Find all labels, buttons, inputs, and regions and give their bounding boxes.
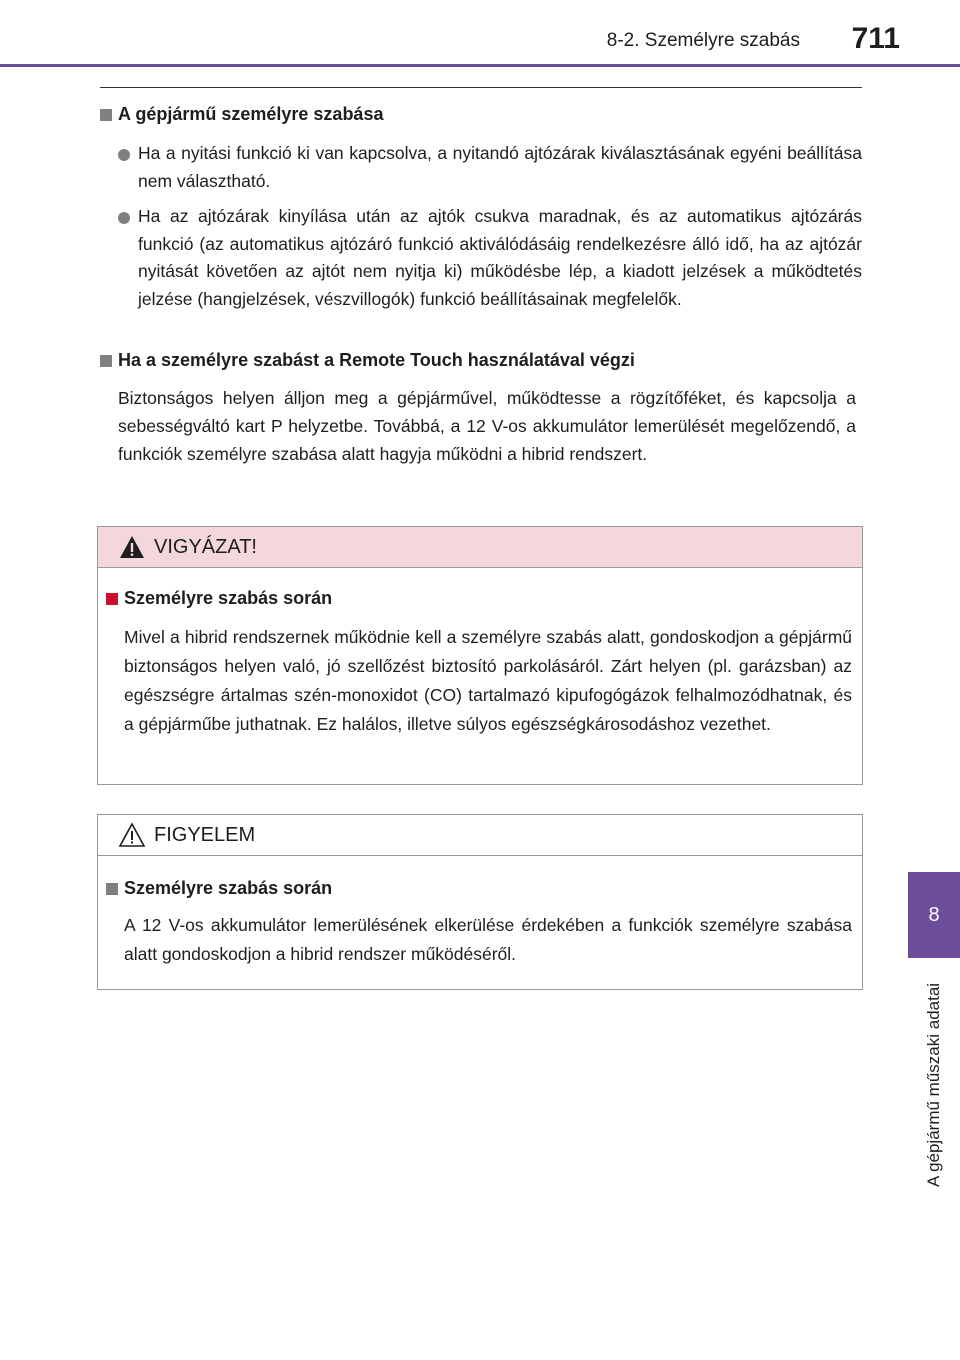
list-item-text: Ha az ajtózárak kinyílása után az ajtók csukva maradnak, és az automatikus ajtózárás funkció (az automatikus ajtózáró funkció aktiválódásáig rendelkezésre álló idő, ha az ajtózár nyitását követően az ajtót nem nyitja ki) működésbe lép, a kiadott jelzések a működtetés jelzése (hangjelzések, vészvillogók) funkció beállításainak megfelelők. [138,206,862,309]
list-item [118,203,862,313]
notice-triangle-icon [118,822,146,848]
list-item [118,140,862,195]
caution-title: VIGYÁZAT! [154,535,257,558]
round-bullet-icon [118,212,130,224]
notice-box [97,814,863,990]
page-number: 711 [851,22,900,55]
notice-title: FIGYELEM [154,823,256,846]
warning-triangle-icon [118,534,146,560]
section2-heading-text: Ha a személyre szabást a Remote Touch használatával végzi [118,350,635,370]
square-bullet-icon [106,593,118,605]
section1-heading-text: A gépjármű személyre szabása [118,104,384,124]
square-bullet-icon [106,883,118,895]
notice-subheading [106,878,332,899]
caution-box [97,526,863,785]
caution-text: Mivel a hibrid rendszernek működnie kell a személyre szabás alatt, gondoskodjon a gépjármű biztonságos helyen való, jó szellőzést biztosító parkolásáról. Zárt helyen (pl. garázsban) az egészségre ártalmas szén-monoxidot (CO) tartalmazó kipufogógázok felhalmozódhatnak, és a gépjárműbe juthatnak. Ez halálos, illetve súlyos egészségkárosodáshoz vezethet. [124,627,852,734]
section2-paragraph: Biztonságos helyen álljon meg a gépjárművel, működtesse a rögzítőféket, és kapcsolja a sebességváltó kart P helyzetbe. Továbbá, a 12 V-os akkumulátor lemerülését megelőzendő, a funkciók személyre szabása alatt hagyja működni a hibrid rendszert. [118,388,856,464]
caution-subheading [106,588,332,609]
section1-heading [100,104,383,125]
section2-heading [100,350,635,371]
header-section-title: 8-2. Személyre szabás [606,30,800,51]
notice-text: A 12 V-os akkumulátor lemerülésének elkerülése érdekében a funkciók személyre szabása alatt gondoskodjon a hibrid rendszer működéséről. [124,915,852,964]
round-bullet-icon [118,149,130,161]
notice-header [98,815,862,856]
caution-header [98,527,862,568]
header-rule [0,64,960,67]
notice-subheading-text: Személyre szabás során [124,878,333,898]
square-bullet-icon [100,109,112,121]
list-item-text: Ha a nyitási funkció ki van kapcsolva, a nyitandó ajtózárak kiválasztásának egyéni beállítása nem választható. [138,143,862,191]
content-top-rule [100,87,862,88]
chapter-title-vertical: A gépjármű műszaki adatai [924,982,943,1188]
chapter-tab: 8 [908,872,960,958]
caution-subheading-text: Személyre szabás során [124,588,333,608]
square-bullet-icon [100,355,112,367]
